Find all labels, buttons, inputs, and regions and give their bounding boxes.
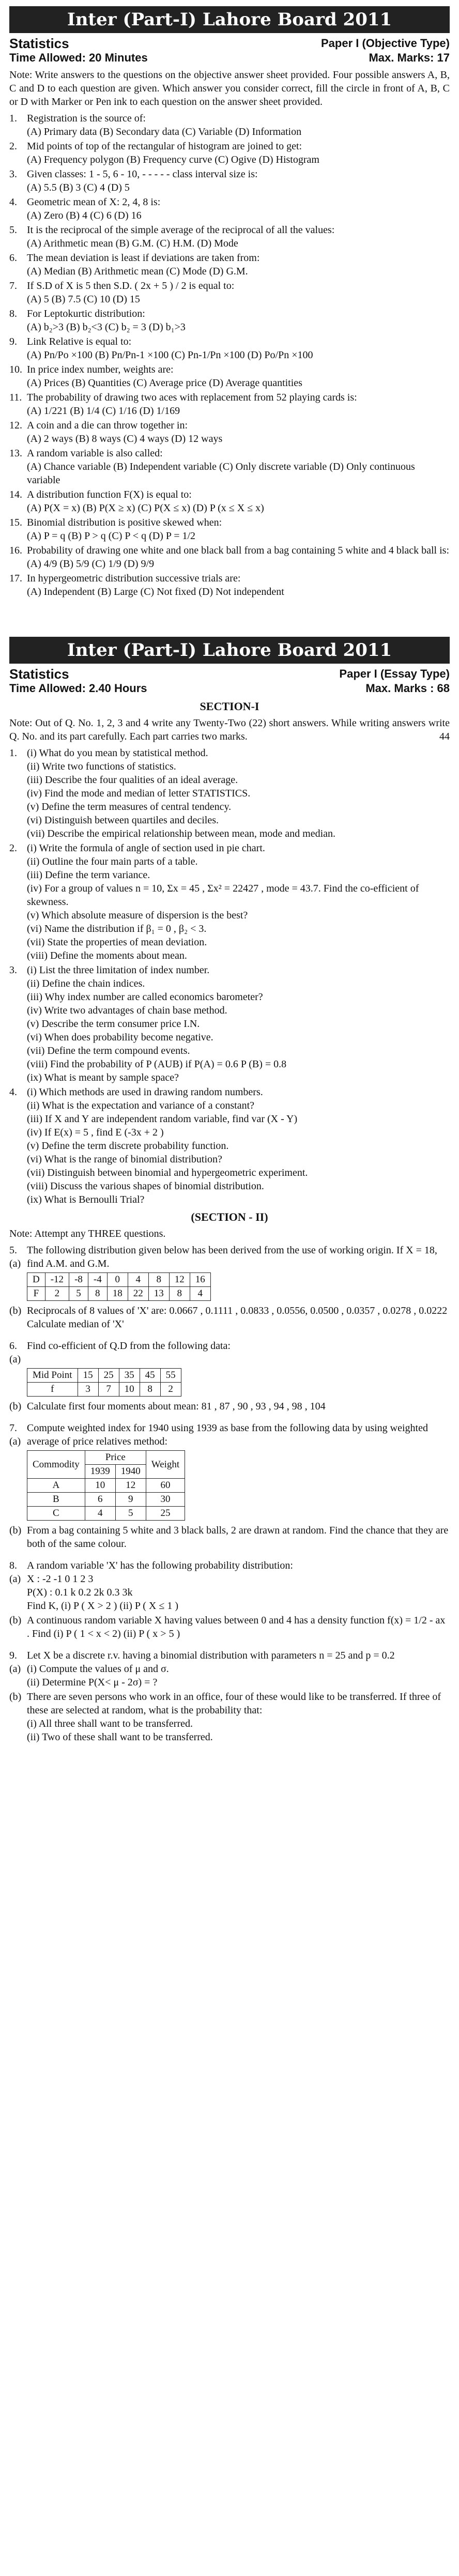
section-1-title: SECTION-I [200, 700, 259, 713]
short-question-part: (vi) Distinguish between quartiles and deciles. [27, 815, 219, 826]
q2-parts [27, 841, 450, 962]
question-text: Given classes: 1 - 5, 6 - 10, - - - - - class interval size is: [27, 168, 258, 180]
table-cell: 3 [78, 1383, 98, 1397]
question-number: 13. [9, 448, 22, 459]
short-question-part: (i) List the three limitation of index number. [27, 964, 210, 976]
question-options: (A) Independent (B) Large (C) Not fixed (D) Not independent [27, 586, 284, 597]
table-cell: 4 [190, 1287, 210, 1301]
question-number: 14. [9, 489, 22, 500]
q7a-text: Compute weighted index for 1940 using 1939 as base from the following data by using weighted average of price relatives method: [27, 1422, 428, 1447]
question-8a: 8.(a) A random variable 'X' has the following probability distribution: X : -2 -1 0 1 2 3 P(X) : 0.1 k 0.2 2k 0.3 3k Find K, (i) P ( X > 2 ) (ii) P ( X ≤ 1 ) [9, 1559, 450, 1613]
q5b-text: Reciprocals of 8 values of 'X' are: 0.0667 , 0.1111 , 0.0833 , 0.0556, 0.0500 , 0.0357 , 0.0278 , 0.0222 Calculate median of 'X' [27, 1305, 448, 1330]
short-question-part: (iii) Describe the four qualities of an ideal average. [27, 774, 238, 786]
table-cell: 8 [88, 1287, 107, 1301]
q9b-part-i: (i) All three shall want to be transferred. [27, 1718, 193, 1729]
question-text: The probability of drawing two aces with replacement from 52 playing cards is: [27, 392, 357, 403]
question-options: (A) 5 (B) 7.5 (C) 10 (D) 15 [27, 294, 140, 305]
question-number: 8. [9, 308, 17, 319]
table-cell: 8 [148, 1273, 169, 1287]
banner-essay: Inter (Part-I) Lahore Board 2011 [9, 637, 450, 664]
table-cell: D [27, 1273, 45, 1287]
question-7a: 7.(a) Compute weighted index for 1940 using 1939 as base from the following data by using weighted average of price relatives method: [9, 1421, 450, 1448]
question-options: (A) P = q (B) P > q (C) P < q (D) P = 1/2 [27, 530, 196, 542]
table-cell: 25 [98, 1369, 119, 1383]
short-question-part: (iv) Write two advantages of chain base method. [27, 1005, 227, 1016]
table-cell: 2 [45, 1287, 69, 1301]
question-options: (A) b₂>3 (B) b₂<3 (C) b₂ = 3 (D) b₁>3 [27, 321, 186, 333]
short-question-part: (ii) Outline the four main parts of a table. [27, 856, 198, 867]
short-question-part: (vii) Define the term compound events. [27, 1045, 190, 1056]
question-options: (A) Arithmetic mean (B) G.M. (C) H.M. (D) Mode [27, 238, 238, 249]
short-question-part: (iv) If E(x) = 5 , find E (-3x + 2 ) [27, 1127, 164, 1138]
question-options: (A) Zero (B) 4 (C) 6 (D) 16 [27, 210, 142, 221]
question-9b: (b) There are seven persons who work in an office, four of these would like to be transferred. If three of these are selected at random, what is the probability that: (i) All three shall want to be transferred. (ii) Two of these shall want to be transferred. [9, 1690, 450, 1744]
objective-question [9, 251, 450, 278]
short-question-part: (vii) Describe the empirical relationship between mean, mode and median. [27, 828, 336, 839]
table-cell: 15 [78, 1369, 98, 1383]
table-cell: 30 [146, 1493, 185, 1507]
objective-question [9, 112, 450, 139]
short-question-part: (iii) Define the term variance. [27, 869, 150, 881]
short-question-part: (viii) Define the moments about mean. [27, 950, 187, 961]
banner-objective: Inter (Part-I) Lahore Board 2011 [9, 6, 450, 33]
question-text: Binomial distribution is positive skewed when: [27, 517, 222, 528]
short-question-part: (v) Describe the term consumer price I.N. [27, 1018, 200, 1030]
objective-question [9, 307, 450, 334]
question-options: (A) 2 ways (B) 8 ways (C) 4 ways (D) 12 ways [27, 433, 223, 444]
essay-header-row-1 [9, 667, 450, 681]
question-text: Mid points of top of the rectangular of histogram are joined to get: [27, 141, 302, 152]
table-row [27, 1273, 211, 1287]
q8a-find: Find K, (i) P ( X > 2 ) (ii) P ( X ≤ 1 ) [27, 1600, 178, 1612]
section-1-marks: 44 [439, 731, 450, 742]
question-text: Probability of drawing one white and one black ball from a bag containing 5 white and 4 black ball is: [27, 545, 450, 556]
objective-question [9, 363, 450, 390]
short-question-part: (i) What do you mean by statistical method. [27, 747, 208, 759]
table-cell: -4 [88, 1273, 107, 1287]
objective-questions [9, 112, 450, 599]
question-text: Geometric mean of X: 2, 4, 8 is: [27, 196, 161, 208]
objective-question [9, 195, 450, 222]
q4-parts [27, 1085, 450, 1206]
question-text: Registration is the source of: [27, 113, 146, 124]
q9b-part-ii: (ii) Two of these shall want to be transferred. [27, 1731, 213, 1743]
section-1-note [9, 716, 450, 743]
question-text: The mean deviation is least if deviations are taken from: [27, 252, 260, 264]
header-row-2 [9, 51, 450, 65]
short-question-part: (viii) Find the probability of P (AUB) if P(A) = 0.6 P (B) = 0.8 [27, 1059, 287, 1070]
question-number: 17. [9, 573, 22, 584]
short-question-part: (iii) If X and Y are independent random variable, find var (X - Y) [27, 1113, 298, 1125]
max-marks: Max. Marks: 17 [369, 51, 450, 64]
question-number: 3. [9, 168, 17, 180]
question-number: 5. [9, 224, 17, 236]
question-options: (A) Prices (B) Quantities (C) Average price (D) Average quantities [27, 377, 302, 389]
question-number: 11. [9, 392, 22, 403]
table-cell: f [27, 1383, 78, 1397]
short-question-part: (vii) State the properties of mean deviation. [27, 937, 207, 948]
table-row [27, 1493, 185, 1507]
essay-header-row-2 [9, 681, 450, 696]
table-row [27, 1479, 185, 1493]
table-cell: 8 [140, 1383, 160, 1397]
objective-question [9, 391, 450, 418]
question-options: (A) Frequency polygon (B) Frequency curve (C) Ogive (D) Histogram [27, 154, 319, 165]
table-cell: 16 [190, 1273, 210, 1287]
question-options: (A) 5.5 (B) 3 (C) 4 (D) 5 [27, 182, 130, 193]
short-question-part: (vi) Name the distribution if β₁ = 0 , β₂ < 3. [27, 923, 207, 934]
table-cell: 6 [85, 1493, 115, 1507]
question-number: 12. [9, 420, 22, 431]
short-question-part: (i) Which methods are used in drawing random numbers. [27, 1086, 263, 1098]
table-cell: 10 [119, 1383, 140, 1397]
essay-max-marks: Max. Marks : 68 [365, 682, 450, 695]
objective-question [9, 419, 450, 446]
question-text: A random variable is also called: [27, 448, 163, 459]
question-text: In hypergeometric distribution successive trials are: [27, 573, 241, 584]
short-question-part: (ii) Define the chain indices. [27, 978, 145, 989]
question-3: 3. (i) List the three limitation of index number. (ii) Define the chain indices. (iii) Why index number are called economics barometer? (iv) Write two advantages of chain base method. (v) Describe the term consumer price I.N. (vi) When does probability become negative. (vii) Define the term compound events. (viii) Find the probability of P (AUB) if P(A) = 0.6 P (B) = 0.8 (ix) What is meant by sample space? [9, 963, 450, 1084]
q3-parts [27, 963, 450, 1084]
table-cell: 0 [107, 1273, 128, 1287]
question-number: 4. [9, 196, 17, 208]
table-cell: F [27, 1287, 45, 1301]
question-5b: (b) Reciprocals of 8 values of 'X' are: 0.0667 , 0.1111 , 0.0833 , 0.0556, 0.0500 , 0.0357 , 0.0278 , 0.0222 Calculate median of 'X' [9, 1304, 450, 1331]
short-question-part: (viii) Discuss the various shapes of binomial distribution. [27, 1180, 264, 1192]
question-7b: (b) From a bag containing 5 white and 3 black balls, 2 are drawn at random. Find the chance that they are both of the same colour. [9, 1524, 450, 1551]
question-5a: 5.(a) The following distribution given below has been derived from the use of working origin. If X = 18, find A.M. and G.M. [9, 1244, 450, 1270]
question-options: (A) Chance variable (B) Independent variable (C) Only discrete variable (D) Only continuous variable [27, 461, 415, 486]
short-question-part: (ix) What is Bernoulli Trial? [27, 1194, 145, 1205]
section-1-note-text: Note: Out of Q. No. 1, 2, 3 and 4 write any Twenty-Two (22) short answers. While writing answers write Q. No. and its part carefully. Each part carries two marks. [9, 717, 450, 742]
short-question-part: (v) Which absolute measure of dispersion is the best? [27, 910, 248, 921]
question-6b: (b) Calculate first four moments about mean: 81 , 87 , 90 , 93 , 94 , 98 , 104 [9, 1400, 450, 1413]
objective-question [9, 447, 450, 487]
table-cell: 8 [169, 1287, 190, 1301]
question-options: (A) 4/9 (B) 5/9 (C) 1/9 (D) 9/9 [27, 558, 155, 570]
question-options: (A) P(X = x) (B) P(X ≥ x) (C) P(X ≤ x) (D) P (x ≤ X ≤ x) [27, 502, 264, 514]
short-question-part: (vi) When does probability become negative. [27, 1032, 213, 1043]
table-row [27, 1369, 181, 1383]
table-cell: 13 [148, 1287, 169, 1301]
objective-question [9, 488, 450, 515]
q6a-text: Find co-efficient of Q.D from the following data: [27, 1340, 231, 1352]
q8a-p-row: P(X) : 0.1 k 0.2 2k 0.3 3k [27, 1587, 133, 1598]
essay-subject: Statistics [9, 666, 69, 682]
table-cell: Mid Point [27, 1369, 78, 1383]
question-1: 1. (i) What do you mean by statistical method. (ii) Write two functions of statistics. (iii) Describe the four qualities of an ideal average. (iv) Find the mode and median of letter STATISTICS. (v) Define the term measures of central tendency. (vi) Distinguish between quartiles and deciles. (vii) Describe the empirical relationship between mean, mode and median. [9, 746, 450, 840]
table-cell: 25 [146, 1507, 185, 1521]
question-options: (A) Primary data (B) Secondary data (C) Variable (D) Information [27, 126, 302, 137]
table-cell: 12 [169, 1273, 190, 1287]
question-6a: 6.(a) Find co-efficient of Q.D from the following data: [9, 1339, 450, 1366]
table-cell: 55 [160, 1369, 181, 1383]
question-number: 15. [9, 517, 22, 528]
table-cell: -12 [45, 1273, 69, 1287]
question-number: 9. [9, 336, 17, 347]
objective-question [9, 223, 450, 250]
table-cell: 35 [119, 1369, 140, 1383]
question-number: 2. [9, 141, 17, 152]
table-cell: 7 [98, 1383, 119, 1397]
question-number: 16. [9, 545, 22, 556]
short-question-part: (ix) What is meant by sample space? [27, 1072, 179, 1083]
table-cell: B [27, 1493, 85, 1507]
table-cell: 5 [69, 1287, 88, 1301]
q8a-text: A random variable 'X' has the following probability distribution: [27, 1560, 293, 1571]
question-2: 2. (i) Write the formula of angle of section used in pie chart. (ii) Outline the four main parts of a table. (iii) Define the term variance. (iv) For a group of values n = 10, Σx = 45 , Σx² = 22427 , mode = 43.7. Find the co-efficient of skewness. (v) Which absolute measure of dispersion is the best? (vi) Name the distribution if β₁ = 0 , β₂ < 3. (vii) State the properties of mean deviation. (viii) Define the moments about mean. [9, 841, 450, 962]
short-question-part: (i) Write the formula of angle of section used in pie chart. [27, 842, 265, 854]
q6a-table [27, 1368, 181, 1397]
question-text: If S.D of X is 5 then S.D. ( 2x + 5 ) / 2 is equal to: [27, 280, 235, 292]
table-cell: 9 [115, 1493, 146, 1507]
question-number: 10. [9, 364, 22, 375]
table-cell: 22 [128, 1287, 148, 1301]
short-question-part: (iii) Why index number are called economics barometer? [27, 991, 263, 1003]
objective-note: Note: Write answers to the questions on the objective answer sheet provided. Four possible answers A, B, C and D to each question are given. Which answer you consider correct, fill the circle in front of A, B, C or D with Marker or Pen ink to each question on the answer sheet provided. [9, 69, 450, 108]
q9a-text: Let X be a discrete r.v. having a binomial distribution with parameters n = 25 and p = 0.2 [27, 1650, 395, 1661]
subject: Statistics [9, 36, 69, 51]
question-text: For Leptokurtic distribution: [27, 308, 145, 319]
q9a-part-i: (i) Compute the values of μ and σ. [27, 1663, 169, 1675]
table-row [27, 1451, 185, 1465]
q9a-part-ii: (ii) Determine P(X< μ - 2σ) = ? [27, 1677, 158, 1688]
short-question-part: (ii) What is the expectation and variance of a constant? [27, 1100, 254, 1111]
question-text: A coin and a die can throw together in: [27, 420, 188, 431]
time-allowed: Time Allowed: 20 Minutes [9, 51, 148, 64]
objective-question [9, 335, 450, 362]
q9b-text: There are seven persons who work in an office, four of these would like to be transferred. If three of these are selected at random, what is the probability that: [27, 1691, 441, 1716]
question-options: (A) Pn/Po ×100 (B) Pn/Pn-1 ×100 (C) Pn-1/Pn ×100 (D) Po/Pn ×100 [27, 349, 313, 361]
objective-question [9, 279, 450, 306]
table-header: Weight [146, 1451, 185, 1479]
header-row-1 [9, 36, 450, 51]
q1-parts [27, 746, 450, 840]
question-text: In price index number, weights are: [27, 364, 174, 375]
objective-question [9, 572, 450, 599]
short-question-part: (iv) For a group of values n = 10, Σx = 45 , Σx² = 22427 , mode = 43.7. Find the co-efficient of skewness. [27, 883, 419, 908]
section-2-note: Note: Attempt any THREE questions. [9, 1228, 166, 1239]
objective-question [9, 516, 450, 543]
short-question-part: (v) Define the term discrete probability function. [27, 1140, 229, 1152]
table-cell: 4 [128, 1273, 148, 1287]
table-cell: 2 [160, 1383, 181, 1397]
objective-question [9, 544, 450, 571]
section-2-title: (SECTION - II) [191, 1210, 268, 1223]
short-question-part: (v) Define the term measures of central tendency. [27, 801, 232, 812]
question-text: A distribution function F(X) is equal to: [27, 489, 192, 500]
question-number: 7. [9, 280, 17, 292]
table-cell: 18 [107, 1287, 128, 1301]
exam-page [0, 6, 459, 2576]
q7b-text: From a bag containing 5 white and 3 black balls, 2 are drawn at random. Find the chance that they are both of the same colour. [27, 1525, 449, 1550]
table-cell: C [27, 1507, 85, 1521]
question-text: It is the reciprocal of the simple average of the reciprocal of all the values: [27, 224, 335, 236]
question-9a: 9.(a) Let X be a discrete r.v. having a binomial distribution with parameters n = 25 and p = 0.2 (i) Compute the values of μ and σ. (ii) Determine P(X< μ - 2σ) = ? [9, 1649, 450, 1689]
q8a-x-row: X : -2 -1 0 1 2 3 [27, 1573, 94, 1585]
table-cell: 45 [140, 1369, 160, 1383]
objective-question [9, 140, 450, 166]
table-cell: 10 [85, 1479, 115, 1493]
table-cell: 4 [85, 1507, 115, 1521]
table-cell: -8 [69, 1273, 88, 1287]
table-cell: 60 [146, 1479, 185, 1493]
short-question-part: (iv) Find the mode and median of letter STATISTICS. [27, 788, 251, 799]
short-question-part: (vii) Distinguish between binomial and hypergeometric experiment. [27, 1167, 308, 1178]
table-header: Price [85, 1451, 146, 1465]
short-question-part: (vi) What is the range of binomial distribution? [27, 1154, 222, 1165]
question-number: 6. [9, 252, 17, 264]
question-number: 1. [9, 113, 17, 124]
q5a-text: The following distribution given below has been derived from the use of working origin. If X = 18, find A.M. and G.M. [27, 1245, 437, 1269]
table-row [27, 1287, 211, 1301]
table-header: 1940 [115, 1465, 146, 1479]
short-question-part: (ii) Write two functions of statistics. [27, 761, 176, 772]
table-cell: A [27, 1479, 85, 1493]
question-4: 4. (i) Which methods are used in drawing random numbers. (ii) What is the expectation and variance of a constant? (iii) If X and Y are independent random variable, find var (X - Y) (iv) If E(x) = 5 , find E (-3x + 2 ) (v) Define the term discrete probability function. (vi) What is the range of binomial distribution? (vii) Distinguish between binomial and hypergeometric experiment. (viii) Discuss the various shapes of binomial distribution. (ix) What is Bernoulli Trial? [9, 1085, 450, 1206]
table-header: 1939 [85, 1465, 115, 1479]
question-options: (A) Median (B) Arithmetic mean (C) Mode (D) G.M. [27, 266, 248, 277]
q7a-table [27, 1450, 185, 1521]
question-text: Link Relative is equal to: [27, 336, 132, 347]
table-header: Commodity [27, 1451, 85, 1479]
table-cell: 5 [115, 1507, 146, 1521]
question-8b: (b) A continuous random variable X having values between 0 and 4 has a density function f(x) = 1/2 - ax . Find (i) P ( 1 < x < 2) (ii) P ( x > 5 ) [9, 1614, 450, 1640]
question-options: (A) 1/221 (B) 1/4 (C) 1/16 (D) 1/169 [27, 405, 180, 417]
table-row [27, 1507, 185, 1521]
objective-question [9, 167, 450, 194]
table-cell: 12 [115, 1479, 146, 1493]
q6b-text: Calculate first four moments about mean: 81 , 87 , 90 , 93 , 94 , 98 , 104 [27, 1401, 326, 1412]
essay-time-allowed: Time Allowed: 2.40 Hours [9, 682, 147, 695]
paper-title: Paper I (Objective Type) [320, 37, 450, 50]
q5a-table [27, 1272, 211, 1301]
table-row [27, 1383, 181, 1397]
q8b-text: A continuous random variable X having values between 0 and 4 has a density function f(x) = 1/2 - ax . Find (i) P ( 1 < x < 2) (ii) P ( x > 5 ) [27, 1615, 446, 1639]
essay-paper-title: Paper I (Essay Type) [339, 667, 450, 680]
